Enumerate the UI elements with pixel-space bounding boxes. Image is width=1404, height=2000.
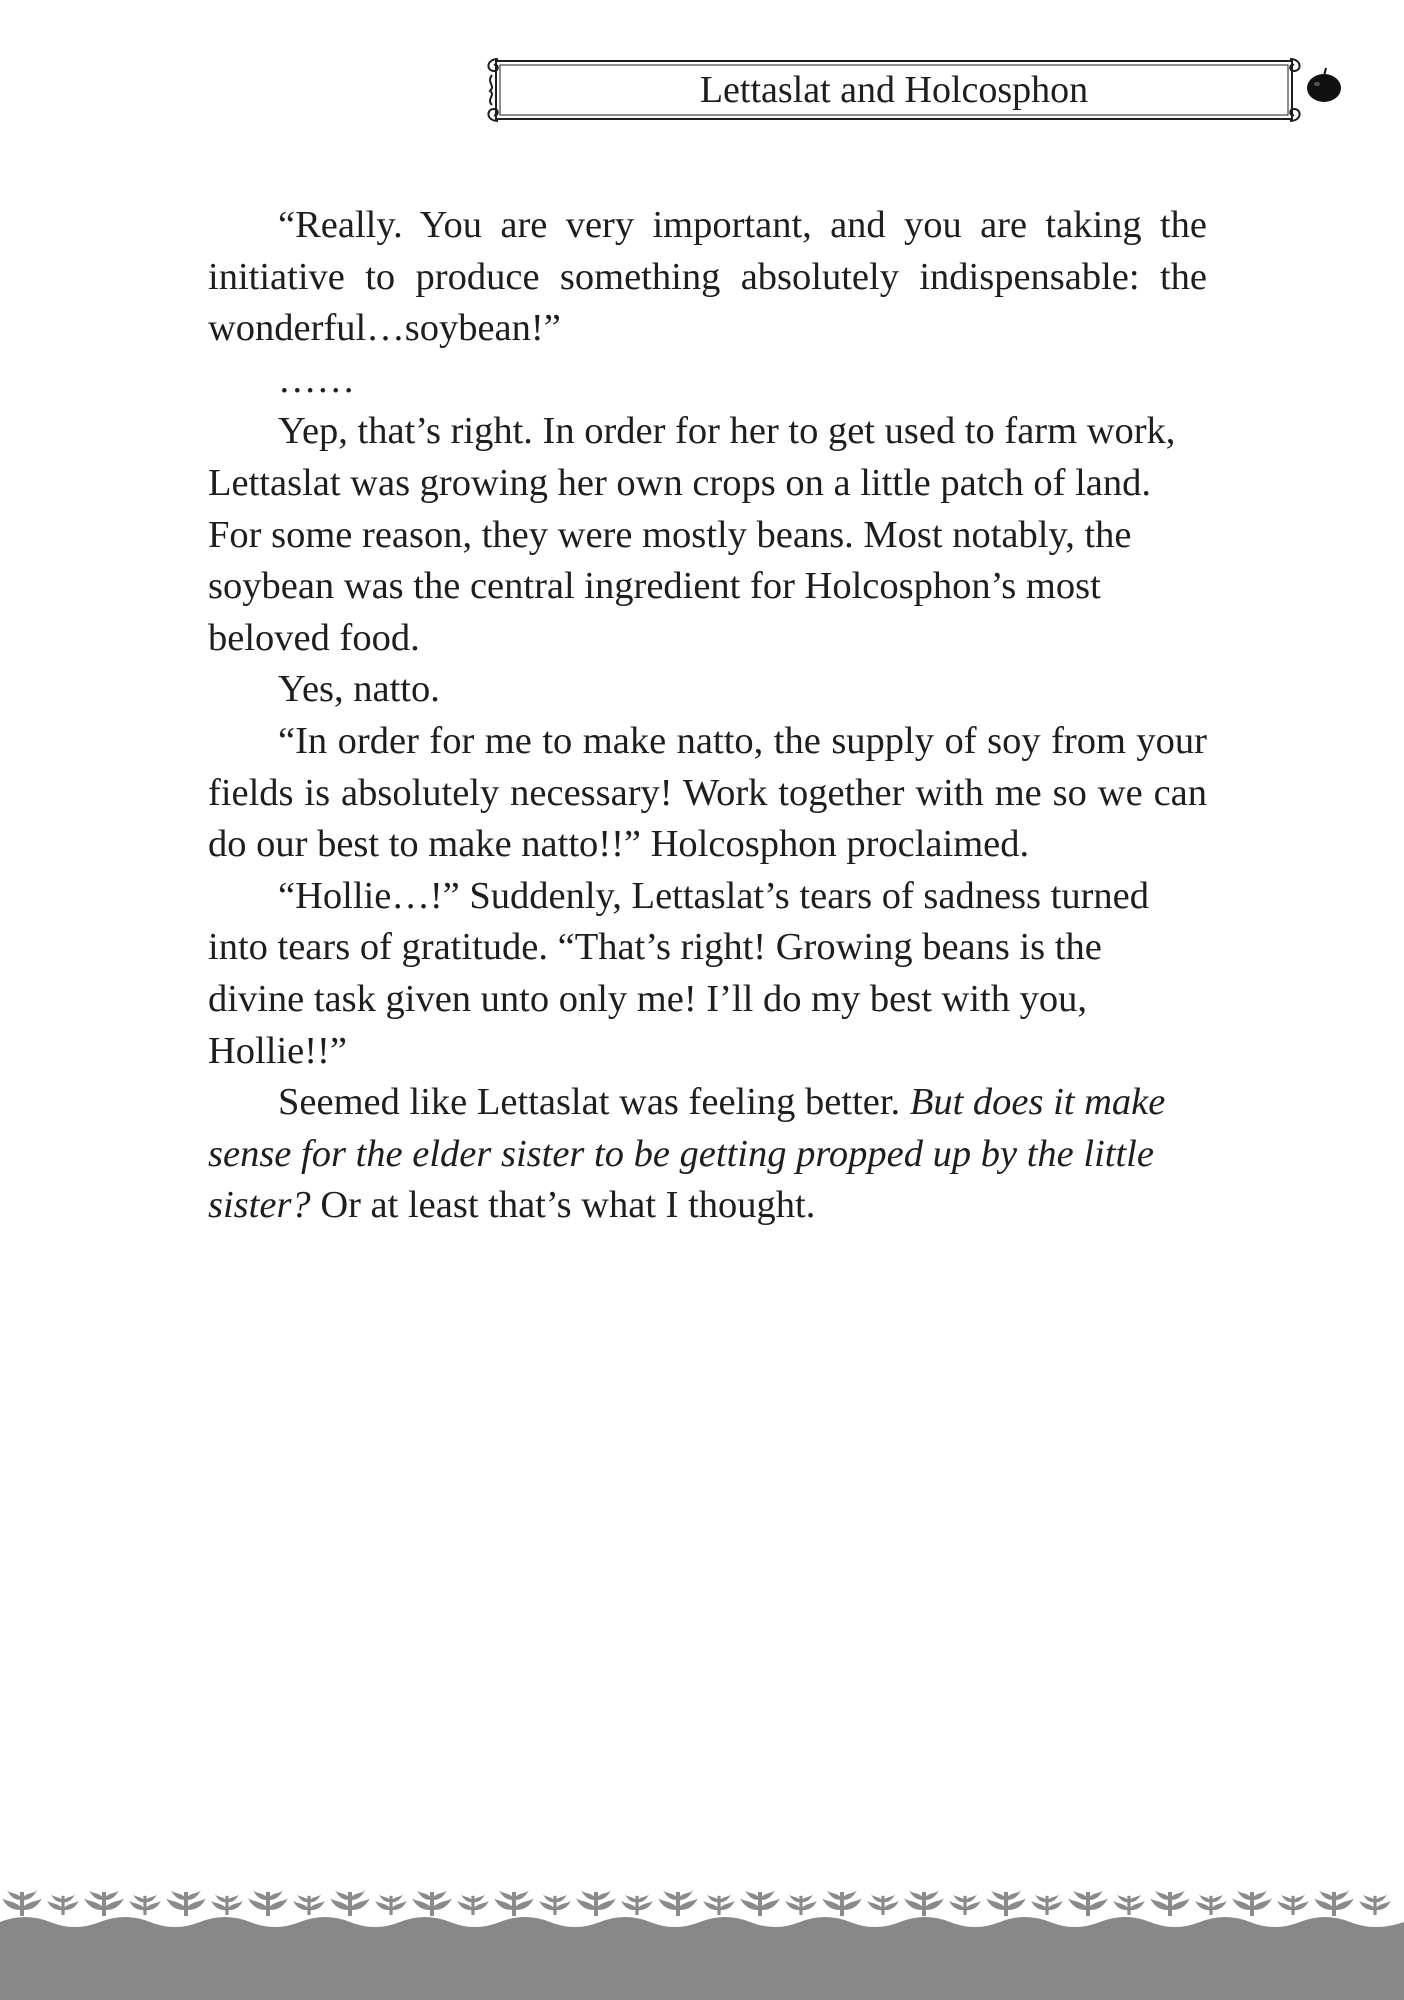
paragraph-seemed-end: Or at least that’s what I thought.: [310, 1184, 816, 1227]
paragraph-natto-supply: “In order for me to make natto, the supply of soy from your fields is absolutely necessary! Work together with me so we can do our best to make natto!!” Holcosphon proclaimed.: [208, 719, 1207, 866]
sprout-icon: [1068, 1890, 1108, 1916]
sprout-icon: [47, 1894, 79, 1915]
sprout-icon: [904, 1890, 944, 1916]
sprout-icon: [1359, 1894, 1391, 1915]
sprout-icon: [330, 1890, 370, 1916]
sprout-row: [2, 1890, 1391, 1916]
paragraph-seemed: [208, 1077, 1207, 1232]
sprout-icon: [248, 1890, 288, 1916]
sprout-icon: [2, 1890, 42, 1916]
sprout-icon: [375, 1894, 407, 1915]
sprout-icon: [211, 1894, 243, 1915]
paragraph-seemed-start: Seemed like Lettaslat was feeling better.: [278, 1081, 910, 1124]
sprout-icon: [129, 1894, 161, 1915]
sprout-icon: [494, 1890, 534, 1916]
sprout-icon: [1113, 1894, 1145, 1915]
sprout-icon: [1277, 1894, 1309, 1915]
sprout-icon: [1150, 1890, 1190, 1916]
sprout-icon: [1232, 1890, 1272, 1916]
tomato-icon: [1302, 64, 1346, 106]
paragraph-ellipsis: ……: [278, 358, 355, 401]
sprout-icon: [539, 1894, 571, 1915]
italic-thought: But does it make sense for the elder sister to be getting propped up by the little sister?: [208, 1081, 1166, 1227]
sprout-icon: [867, 1894, 899, 1915]
footer-band: [0, 1917, 1404, 2000]
sprout-icon: [822, 1890, 862, 1916]
paragraph-hollie: “Hollie…!” Suddenly, Lettaslat’s tears of sadness turned into tears of gratitude. “That’s right! Growing beans is the divine task given unto only me! I’ll do my best with you, Hollie!!”: [208, 874, 1150, 1072]
paragraph-yep: Yep, that’s right. In order for her to get used to farm work, Lettaslat was growing her own crops on a little patch of land. For some reason, they were mostly beans. Most notably, the soybean was the central ingredient for Holcosphon’s most beloved food.: [208, 410, 1176, 659]
page-body: [208, 200, 1207, 1232]
sprout-icon: [740, 1890, 780, 1916]
sprout-icon: [166, 1890, 206, 1916]
paragraph-really: “Really. You are very important, and you are taking the initiative to produce something absolutely indispensable: the wonderful…soybean!”: [208, 204, 1207, 350]
sprout-icon: [949, 1894, 981, 1915]
paragraph-yes-natto: Yes, natto.: [278, 668, 440, 711]
sprout-icon: [621, 1894, 653, 1915]
sprout-icon: [412, 1890, 452, 1916]
sprout-icon: [703, 1894, 735, 1915]
running-header: [484, 55, 1304, 125]
sprout-icon: [1031, 1894, 1063, 1915]
sprout-icon: [293, 1894, 325, 1915]
sprout-icon: [576, 1890, 616, 1916]
header-title: Lettaslat and Holcosphon: [699, 69, 1089, 111]
sprout-border-icon: [0, 1872, 1404, 2000]
sprout-icon: [1195, 1894, 1227, 1915]
sprout-icon: [986, 1890, 1026, 1916]
sprout-icon: [1314, 1890, 1354, 1916]
sprout-icon: [658, 1890, 698, 1916]
sprout-icon: [457, 1894, 489, 1915]
sprout-icon: [84, 1890, 124, 1916]
sprout-icon: [785, 1894, 817, 1915]
